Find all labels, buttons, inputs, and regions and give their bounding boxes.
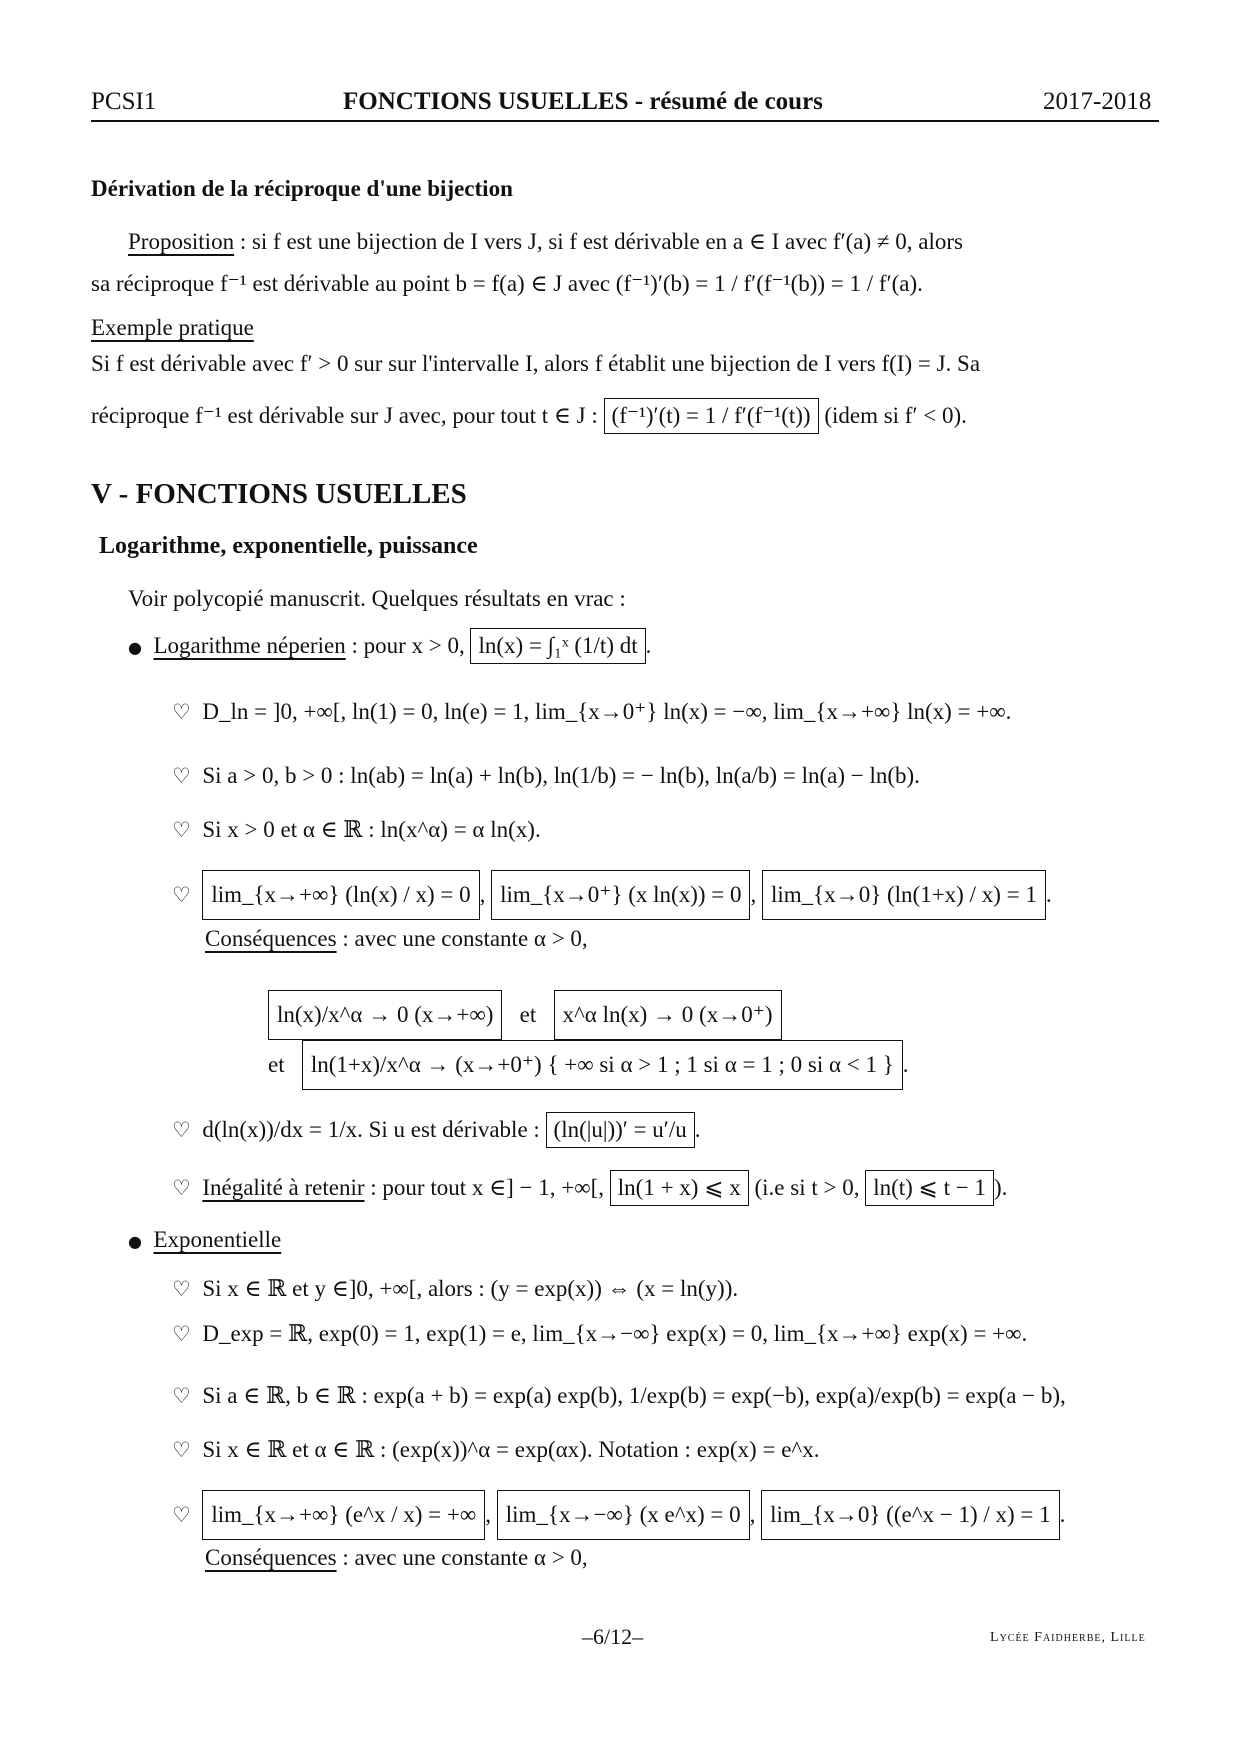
exp-limit-box-1: lim_{x→+∞} (e^x / x) = +∞ <box>202 1490 485 1540</box>
page-number: –6/12– <box>582 1624 644 1649</box>
exp-consequences-line <box>205 1544 588 1572</box>
log-item-3 <box>172 816 541 844</box>
heart-suit-icon: ♡ <box>172 700 191 724</box>
heart-suit-icon: ♡ <box>172 1322 191 1346</box>
heart-suit-icon: ♡ <box>172 883 191 907</box>
header-title: FONCTIONS USUELLES - résumé de cours <box>343 88 823 115</box>
header-left: PCSI1 <box>91 88 157 115</box>
log-cons-box-3: ln(1+x)/x^α → (x→+0⁺) { +∞ si α > 1 ; 1 si α = 1 ; 0 si α < 1 } <box>302 1040 903 1090</box>
exp-label: Exponentielle <box>153 1227 282 1252</box>
example-formula-box: (f⁻¹)′(t) = 1 / f′(f⁻¹(t)) <box>604 398 819 434</box>
log-inequality-text-c: ). <box>993 1175 1008 1200</box>
log-consequences-label: Conséquences <box>205 926 337 951</box>
log-limit-box-1: lim_{x→+∞} (ln(x) / x) = 0 <box>202 870 479 920</box>
log-cons-box-2: x^α ln(x) → 0 (x→0⁺) <box>554 990 782 1040</box>
log-item-5-text: d(ln(x))/dx = 1/x. Si u est dérivable : <box>202 1117 540 1142</box>
section-title-derivation: Dérivation de la réciproque d'une bijection <box>91 176 513 201</box>
log-limit-box-2: lim_{x→0⁺} (x ln(x)) = 0 <box>491 870 750 920</box>
exp-item-2-text: D_exp = ℝ, exp(0) = 1, exp(1) = e, lim_{x→−∞} exp(x) = 0, lim_{x→+∞} exp(x) = +∞. <box>202 1321 1028 1346</box>
heart-suit-icon: ♡ <box>172 1277 191 1301</box>
exp-consequences-label: Conséquences <box>205 1545 337 1570</box>
heart-suit-icon: ♡ <box>172 1176 191 1200</box>
log-item-1-text: D_ln = ]0, +∞[, ln(1) = 0, ln(e) = 1, lim_{x→0⁺} ln(x) = −∞, lim_{x→+∞} ln(x) = +∞. <box>202 699 1012 724</box>
log-cons-box-1: ln(x)/x^α → 0 (x→+∞) <box>268 990 502 1040</box>
proposition-label: Proposition <box>128 229 235 254</box>
exp-item-3-text: Si a ∈ ℝ, b ∈ ℝ : exp(a + b) = exp(a) exp(b), 1/exp(b) = exp(−b), exp(a)/exp(b) = exp(a − b), <box>202 1383 1066 1408</box>
exp-item-2 <box>172 1320 1027 1348</box>
log-item-6 <box>172 1170 1007 1206</box>
log-label: Logarithme néperien <box>153 633 346 658</box>
exp-item-1-text: Si x ∈ ℝ et y ∈]0, +∞[, alors : (y = exp(x)) ⇔ (x = ln(y)). <box>202 1276 739 1301</box>
exp-item-4-text: Si x ∈ ℝ et α ∈ ℝ : (exp(x))^α = exp(αx). Notation : exp(x) = e^x. <box>202 1437 820 1462</box>
subsection-title: Logarithme, exponentielle, puissance <box>99 533 478 559</box>
section-title-v: V - FONCTIONS USUELLES <box>91 478 467 510</box>
example-line-1: Si f est dérivable avec f′ > 0 sur sur l'intervalle I, alors f établit une bijection de I vers f(I) = J. Sa <box>91 351 981 376</box>
log-def-text: : pour x > 0, <box>351 633 465 658</box>
header-right: 2017-2018 <box>1043 88 1152 115</box>
log-inequality-box-1: ln(1 + x) ⩽ x <box>610 1170 749 1206</box>
log-consequences-formulas-2: et ln(1+x)/x^α → (x→+0⁺) { +∞ si α > 1 ; 1 si α = 1 ; 0 si α < 1 } . <box>268 1040 909 1090</box>
proposition-line-2: sa réciproque f⁻¹ est dérivable au point b = f(a) ∈ J avec (f⁻¹)′(b) = 1 / f′(f⁻¹(b)) = 1 / f′(a). <box>91 271 923 296</box>
heart-suit-icon: ♡ <box>172 1118 191 1142</box>
exp-title-line <box>128 1226 281 1256</box>
log-item-3-text: Si x > 0 et α ∈ ℝ : ln(x^α) = α ln(x). <box>202 817 541 842</box>
example-text-a: réciproque f⁻¹ est dérivable sur J avec, pour tout t ∈ J : <box>91 403 598 428</box>
log-definition-line: ● Logarithme néperien : pour x > 0, ln(x) = ∫₁ˣ (1/t) dt . <box>128 628 651 664</box>
header-rule <box>91 120 1159 122</box>
log-limit-box-3: lim_{x→0} (ln(1+x) / x) = 1 <box>762 870 1046 920</box>
bullet-icon: ● <box>128 1232 142 1251</box>
log-inequality-label: Inégalité à retenir <box>202 1175 365 1200</box>
log-def-box: ln(x) = ∫₁ˣ (1/t) dt <box>470 628 645 664</box>
proposition-text-1: : si f est une bijection de I vers J, si f est dérivable en a ∈ I avec f′(a) ≠ 0, alors <box>239 229 963 254</box>
exp-limit-box-2: lim_{x→−∞} (x e^x) = 0 <box>497 1490 750 1540</box>
log-item-2 <box>172 762 920 790</box>
log-derivative-box: (ln(|u|))′ = u′/u <box>546 1112 695 1148</box>
log-cons-et-1: et <box>519 1002 537 1027</box>
log-inequality-text-b: (i.e si t > 0, <box>754 1175 860 1200</box>
exp-item-5: ♡ lim_{x→+∞} (e^x / x) = +∞ , lim_{x→−∞} (x e^x) = 0 , lim_{x→0} ((e^x − 1) / x) = 1 . <box>172 1490 1065 1540</box>
exp-item-3 <box>172 1382 1066 1410</box>
exp-limit-box-3: lim_{x→0} ((e^x − 1) / x) = 1 <box>761 1490 1059 1540</box>
log-inequality-text: : pour tout x ∈] − 1, +∞[, <box>370 1175 605 1200</box>
heart-suit-icon: ♡ <box>172 764 191 788</box>
example-text-b: (idem si f′ < 0). <box>824 403 967 428</box>
intro-text: Voir polycopié manuscrit. Quelques résultats en vrac : <box>128 586 626 611</box>
heart-suit-icon: ♡ <box>172 818 191 842</box>
log-item-2-text: Si a > 0, b > 0 : ln(ab) = ln(a) + ln(b), ln(1/b) = − ln(b), ln(a/b) = ln(a) − ln(b). <box>202 763 920 788</box>
log-item-4: ♡ lim_{x→+∞} (ln(x) / x) = 0 , lim_{x→0⁺} (x ln(x)) = 0 , lim_{x→0} (ln(1+x) / x) = 1 . <box>172 870 1052 920</box>
log-consequences-formulas <box>268 990 782 1040</box>
exp-consequences-text: : avec une constante α > 0, <box>342 1545 588 1570</box>
log-cons-et-2: et <box>268 1052 285 1077</box>
school-name: Lycée Faidherbe, Lille <box>990 1630 1146 1645</box>
example-label: Exemple pratique <box>91 315 254 340</box>
log-consequences-line <box>205 925 588 953</box>
heart-suit-icon: ♡ <box>172 1503 191 1527</box>
log-inequality-box-2: ln(t) ⩽ t − 1 <box>865 1170 994 1206</box>
log-item-1 <box>172 698 1011 726</box>
exp-item-4 <box>172 1436 819 1464</box>
heart-suit-icon: ♡ <box>172 1438 191 1462</box>
proposition-line-1 <box>128 228 963 256</box>
exp-item-1 <box>172 1275 738 1303</box>
example-line-2 <box>91 398 967 434</box>
bullet-icon: ● <box>128 638 142 657</box>
log-item-5: ♡ d(ln(x))/dx = 1/x. Si u est dérivable : (ln(|u|))′ = u′/u . <box>172 1112 700 1148</box>
heart-suit-icon: ♡ <box>172 1384 191 1408</box>
log-consequences-text: : avec une constante α > 0, <box>342 926 588 951</box>
